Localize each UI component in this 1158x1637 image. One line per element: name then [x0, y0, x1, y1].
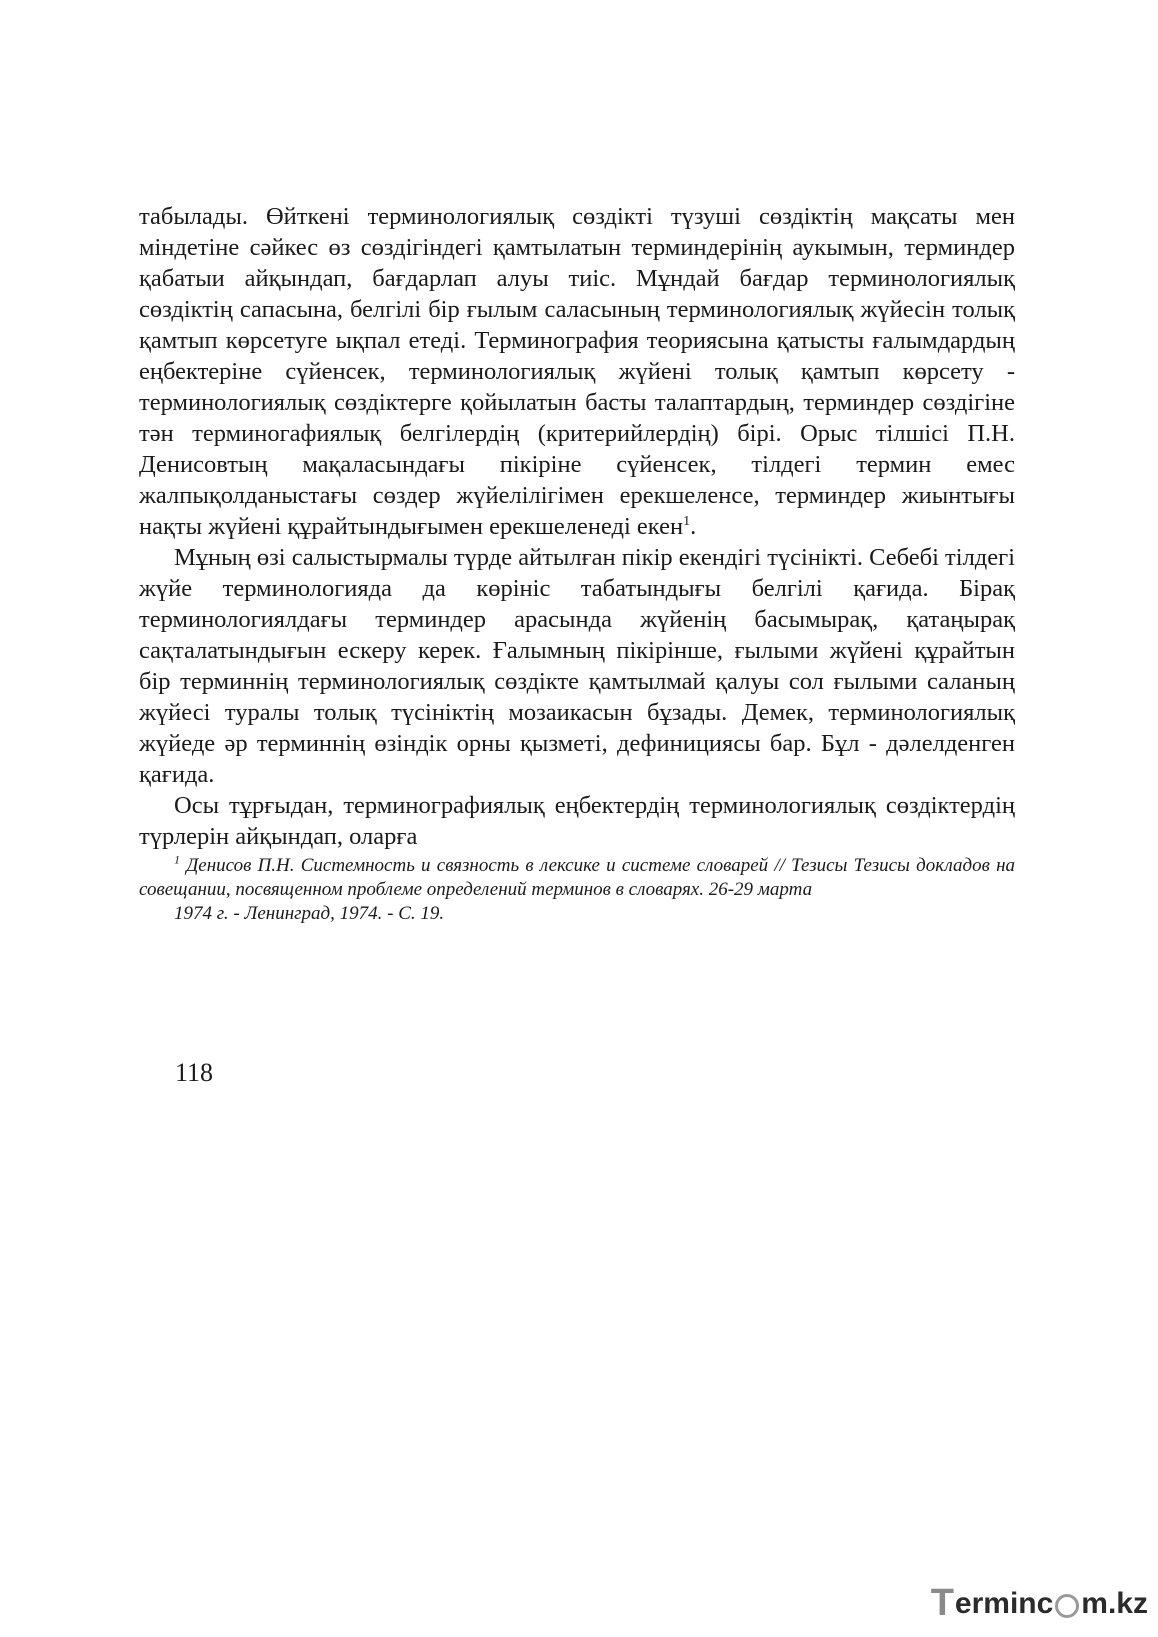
paragraph-3: Осы тұрғыдан, терминографиялық еңбектердің терминологиялық сөздіктердің түрлерін айқындап, оларға: [139, 792, 1015, 850]
watermark-t: T: [930, 1582, 954, 1624]
paragraph-2: Мұның өзі салыстырмалы түрде айтылған пікір екендігі түсінікті. Себебі тілдегі жүйе терминологияда да көрініс табатындығы белгілі қағида. Бірақ терминологиялдағы терминдер арасында жүйенің басымырақ, қатаңырақ сақталатындығын ескеру керек. Ғалымның пікірінше, ғылыми жүйені құрайтын бір терминнің терминологиялық сөздікте қамтылмай қалуы сол ғылыми саланың жүйесі туралы толық түсініктің мозаикасын бұзады. Демек, терминологиялық жүйеде әр терминнің өзіндік орны қызметі, дефинициясы бар. Бұл - дәлелденген қағида.: [139, 544, 1015, 788]
magnifier-icon: [1055, 1594, 1079, 1618]
watermark-text-part1: erminc: [954, 1586, 1054, 1620]
footnote-last-line: 1974 г. - Ленинград, 1974. - С. 19.: [174, 903, 445, 924]
footnote-text: Денисов П.Н. Системность и связность в лексике и системе словарей // Тезисы Тезисы докладов на совещании, посвященном проблеме определений терминов в словарях. 26-29 марта: [139, 855, 1015, 900]
paragraph-1: [139, 201, 1015, 542]
watermark-text-part2: m.kz: [1081, 1586, 1148, 1620]
paragraph-1-text: табылады. Өйткені терминологиялық сөздікті түзуші сөздіктің мақсаты мен міндетіне сәйкес өз сөздігіндегі қамтылатын терминдерінің аукымын, терминдер қабатыи айқындап, бағдарлап алуы тиіс. Мұндай бағдар терминологиялық сөздіктің сапасына, белгілі бір ғылым саласының терминологиялық жүйесін толық қамтып көрсетуге ықпал етеді. Терминография теориясына қатысты ғалымдардың еңбектеріне сүйенсек, терминологиялық жүйені толық қамтып көрсету - терминологиялық сөздіктерге қойылатын басты талаптардың, терминдер сөздігіне тән терминогафиялық белгілердің (критерийлердің) бірі. Орыс тілшісі П.Н. Денисовтың мақаласындағы пікіріне сүйенсек, тілдегі термин емес жалпықолданыстағы сөздер жүйелілігімен ерекшеленсе, терминдер жиынтығы нақты жүйені құрайтындығымен ерекшеленеді екен: [139, 203, 1015, 540]
footnote-marker: 1: [174, 852, 180, 867]
paragraph-1-tail: .: [690, 513, 697, 540]
footnote: [139, 854, 1015, 926]
footnote-reference[interactable]: 1: [683, 513, 691, 529]
page-body: [139, 201, 1015, 926]
page-number: 118: [175, 1058, 214, 1087]
watermark-logo: [931, 1582, 1148, 1625]
